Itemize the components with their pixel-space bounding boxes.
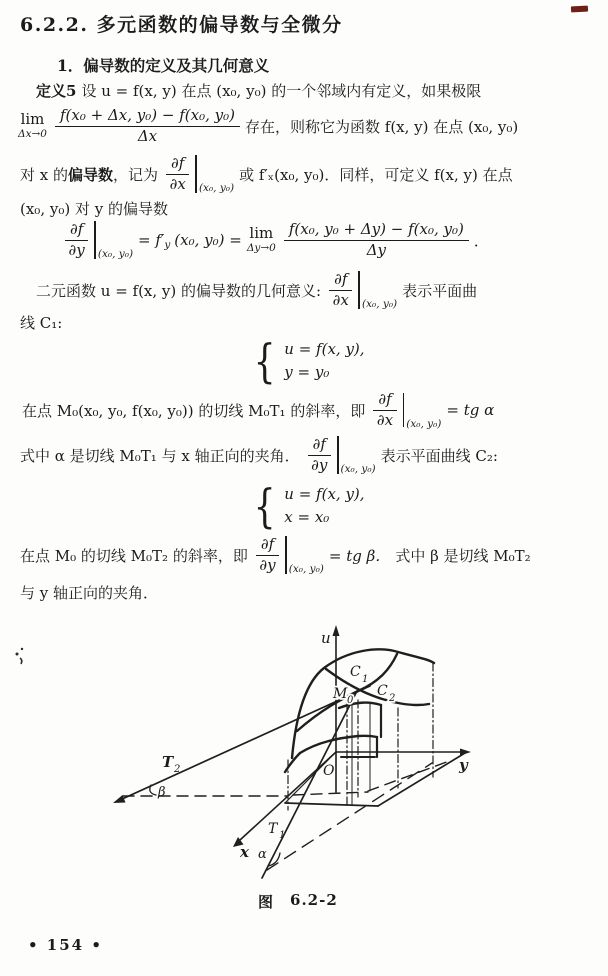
tangent-line-t2 [120,686,370,800]
fraction-numerator: ∂f [373,391,396,410]
evaluation-bar [403,393,405,427]
axis-y-arrowhead [460,749,471,756]
text-run: (x₀, y₀) 对 y 的偏导数 [20,200,168,218]
page-number: • 154 • [28,936,103,954]
fy-arguments: (x₀, y₀) = [174,231,242,249]
text-run: ，记为 [113,165,159,184]
figure-caption-prefix: 图 [258,893,275,911]
alpha-baseline-dashed [267,763,432,870]
system-row: y = y₀ [284,363,330,381]
tangent-t1-label: T [268,821,278,837]
text-run: 表示平面曲线 C₂: [380,446,498,465]
partial-x-definition-line [20,152,518,196]
curve-c2-label-subscript: 2 [389,693,396,704]
section-title: 6.2.2. 多元函数的偏导数与全微分 [20,14,343,36]
system-row: x = x₀ [284,508,330,526]
fraction-denominator: ∂y [311,455,328,474]
evaluation-subscript: (x₀, y₀) [198,182,235,194]
tg-alpha-equation: = tg α [446,401,495,419]
section-curve-lower [300,736,377,753]
curve-c2-label: C [377,683,388,699]
text-run: 与 y 轴正向的夹角． [20,584,159,602]
equation-system-c2 [250,479,365,533]
axis-u-label: u [321,629,331,647]
subsection-heading-text: 1．偏导数的定义及其几何意义 [57,56,270,75]
difference-quotient-fraction [284,221,469,259]
fraction-denominator: Δy [366,240,386,259]
angle-beta-arc [150,785,156,795]
fraction-numerator: ∂f [65,221,88,240]
lim-subscript: Δx→0 [18,128,47,141]
system-rows [284,483,364,529]
evaluation-subscript: (x₀, y₀) [288,563,324,575]
fraction-df-dx [329,271,352,309]
text-run: 表示平面曲 [402,281,478,300]
curve-c1-label-subscript: 1 [362,674,369,685]
closing-line [20,582,163,603]
angle-alpha-label: α [258,847,267,862]
tangent-t1-label-subscript: 1 [279,830,286,841]
fraction-denominator: ∂y [68,240,85,259]
system-row: u = f(x, y), [284,340,365,358]
tg-beta-equation: = tg β． [328,546,391,565]
ink-smudge [12,645,30,673]
subsection-heading [57,54,274,76]
system-row: u = f(x, y), [284,485,365,503]
axis-x-label: x [240,843,249,861]
definition-line [36,80,486,101]
curve-c1-label: C [350,664,361,680]
tangent-t1-line [22,388,499,432]
ink-dot [21,648,23,650]
point-m0-label-subscript: 0 [347,695,354,706]
fraction-df-dx [166,155,189,193]
axis-y-label: y [459,756,468,774]
definition-text: 设 u = f(x, y) 在点 (x₀, y₀) 的一个邻域内有定义，如果极限 [81,82,482,100]
partial-derivative-term: 偏导数 [68,165,114,184]
difference-quotient-fraction [55,107,240,145]
fraction-df-dy [256,536,279,574]
tangent-t2-label: T [162,753,174,771]
evaluation-subscript: (x₀, y₀) [406,418,442,430]
system-rows [284,338,364,384]
fraction-numerator: ∂f [166,155,189,174]
evaluation-bar [285,536,287,574]
partial-y-formula-line [62,216,489,264]
fraction-df-dy [65,221,88,259]
period: ． [473,231,489,250]
definition-label: 定义5 [36,82,77,100]
tangent-line-t1 [262,691,357,878]
red-ink-mark [571,6,588,13]
limit-operator [18,112,47,140]
lim-subscript: Δy→0 [246,242,276,255]
evaluation-subscript: (x₀, y₀) [362,298,398,310]
left-brace: { [253,479,276,533]
evaluation-subscript: (x₀, y₀) [340,463,376,475]
evaluation-bar [358,271,360,309]
axis-u-arrowhead [333,625,340,636]
angle-beta-label: β [158,785,166,800]
angle-alpha-line [20,432,503,478]
text-run: 式中 β 是切线 M₀T₂ [395,546,531,565]
fraction-numerator: ∂f [256,536,279,555]
figure-6-2-2 [0,616,608,884]
origin-label: O [323,763,335,779]
text-run: 式中 α 是切线 M₀T₁ 与 x 轴正向的夹角． [20,446,300,465]
left-brace: { [253,334,276,388]
evaluation-bar [337,436,339,474]
fraction-df-dy [308,436,331,474]
text-run: 或 f′ₓ(x₀, y₀)．同样，可定义 f(x, y) 在点 [239,165,513,184]
fy-subscript: y [164,239,171,251]
ink-squiggle [20,658,22,664]
section-curve-upper [339,703,381,708]
lim-symbol: lim [20,110,45,129]
tangent-t2-line [20,532,536,578]
exists-text: 存在，则称它为函数 f(x, y) 在点 (x₀, y₀) [245,117,519,136]
evaluation-bar [195,155,197,193]
fraction-denominator: ∂x [332,290,349,309]
fraction-numerator: ∂f [329,271,352,290]
text-run: 在点 M₀(x₀, y₀, f(x₀, y₀)) 的切线 M₀T₁ 的斜率，即 [22,401,366,420]
fraction-denominator: ∂x [169,174,186,193]
limit-formula-line [18,103,523,149]
equals-fy: = f′ [138,231,165,249]
text-run: 线 C₁: [20,314,63,332]
fraction-denominator: Δx [137,126,158,145]
equation-system-c1 [250,334,365,388]
geometric-meaning-line [36,268,482,312]
evaluation-bar [94,221,96,259]
fraction-df-dx [373,391,396,429]
curve-c1-line [20,312,67,333]
point-m0-label: M [333,686,348,702]
lim-symbol: lim [249,224,274,243]
figure-caption-number: 6.2-2 [290,891,338,909]
fraction-numerator: ∂f [308,436,331,455]
text-run: 对 x 的 [20,165,68,184]
fraction-denominator: ∂y [259,555,276,574]
ink-dot [16,653,19,656]
text-run: 在点 M₀ 的切线 M₀T₂ 的斜率，即 [20,546,248,565]
fraction-denominator: ∂x [376,410,394,429]
text-run: 二元函数 u = f(x, y) 的偏导数的几何意义: [36,281,322,300]
floor-right-edge [378,753,465,806]
limit-operator [247,226,276,254]
fraction-numerator: f(x₀ + Δx, y₀) − f(x₀, y₀) [55,107,240,126]
figure-caption [258,891,354,912]
evaluation-subscript: (x₀, y₀) [97,248,134,260]
fraction-numerator: f(x₀, y₀ + Δy) − f(x₀, y₀) [284,221,469,240]
tangent-t2-label-subscript: 2 [174,764,181,775]
